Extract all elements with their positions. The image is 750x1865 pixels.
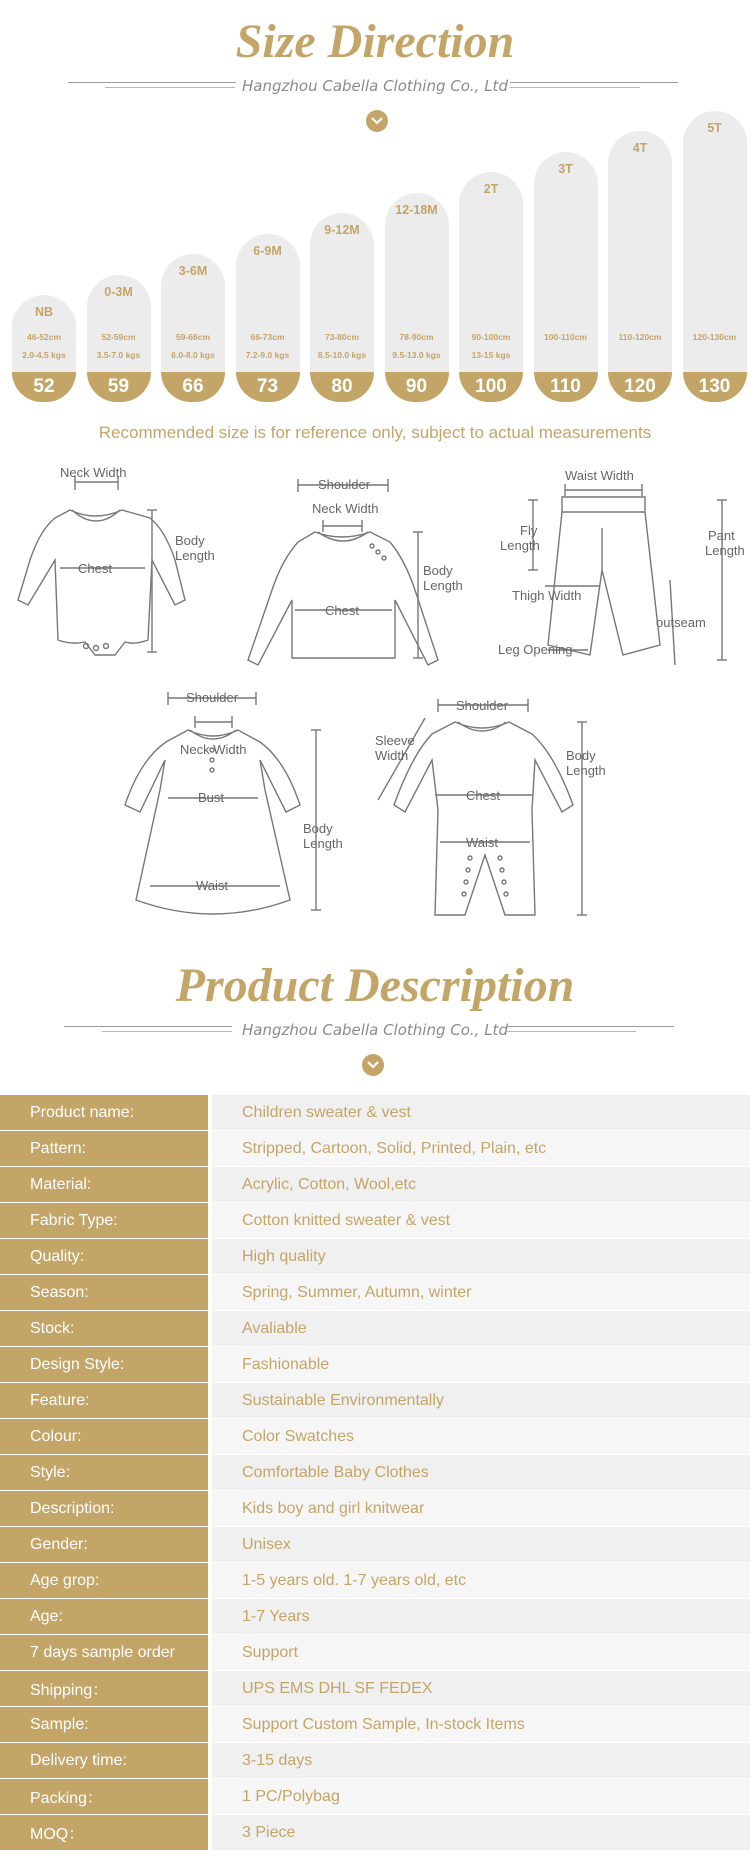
spec-row [0, 1419, 750, 1455]
size-number-badge: 80 [310, 372, 374, 402]
spec-row [0, 1779, 750, 1815]
spec-key: Description: [0, 1491, 208, 1527]
label-chest: Chest [466, 788, 500, 803]
label-chest: Chest [78, 561, 112, 576]
spec-value: 1-7 Years [212, 1599, 750, 1635]
spec-value: Support [212, 1635, 750, 1671]
size-pillar [683, 111, 747, 373]
label-pant: Pant [708, 528, 735, 543]
spec-key: Packing： [0, 1779, 208, 1815]
spec-value: Acrylic, Cotton, Wool,etc [212, 1167, 750, 1203]
size-number-badge: 110 [534, 372, 598, 402]
size-cm-label: 66-73cm [250, 332, 285, 342]
size-number-badge: 59 [87, 372, 151, 402]
spec-value: Unisex [212, 1527, 750, 1563]
divider-line [506, 1031, 636, 1032]
size-age-label: 9-12M [324, 223, 360, 237]
romper-diagram [375, 698, 606, 915]
size-age-label: 5T [707, 120, 722, 135]
spec-value: Avaliable [212, 1311, 750, 1347]
spec-value: UPS EMS DHL SF FEDEX [212, 1671, 750, 1707]
spec-row [0, 1455, 750, 1491]
spec-value: Stripped, Cartoon, Solid, Printed, Plain, etc [212, 1131, 750, 1167]
divider-line [510, 87, 640, 88]
label-thigh-width: Thigh Width [512, 588, 582, 603]
product-spec-table [0, 1095, 750, 1851]
label-neck-width: Neck Width [180, 742, 247, 757]
spec-value: Sustainable Environmentally [212, 1383, 750, 1419]
size-kg-label: 13-15 kgs [471, 350, 511, 360]
spec-value: Color Swatches [212, 1419, 750, 1455]
bodysuit-diagram [18, 465, 215, 655]
size-cm-label: 110-120cm [618, 332, 662, 342]
size-cm-label: 78-90cm [399, 332, 434, 342]
spec-row [0, 1671, 750, 1707]
spec-key: Season: [0, 1275, 208, 1311]
spec-value: Kids boy and girl knitwear [212, 1491, 750, 1527]
spec-key: Pattern: [0, 1131, 208, 1167]
label-body: Body [566, 748, 596, 763]
spec-row [0, 1563, 750, 1599]
spec-row [0, 1743, 750, 1779]
size-number-badge: 73 [236, 372, 300, 402]
size-pillar [12, 295, 76, 372]
spec-row [0, 1095, 750, 1131]
spec-key: 7 days sample order [0, 1635, 208, 1671]
label-length: Length [175, 548, 215, 563]
spec-value: Fashionable [212, 1347, 750, 1383]
spec-key: Delivery time: [0, 1743, 208, 1779]
size-number-badge: 100 [459, 372, 523, 402]
spec-key: Feature: [0, 1383, 208, 1419]
spec-key: Design Style: [0, 1347, 208, 1383]
size-pillar [608, 131, 672, 372]
tshirt-diagram [248, 477, 463, 665]
label-length: Length [500, 538, 540, 553]
size-kg-label: 9.5-13.0 kgs [392, 350, 441, 360]
dress-diagram [125, 690, 343, 914]
spec-key: Age: [0, 1599, 208, 1635]
label-length: Length [566, 763, 606, 778]
size-age-label: 6-9M [253, 243, 282, 258]
spec-row [0, 1599, 750, 1635]
spec-value: Spring, Summer, Autumn, winter [212, 1275, 750, 1311]
size-kg-label: 7.2-9.0 kgs [245, 350, 290, 360]
product-description-subtitle-row [0, 1020, 750, 1040]
size-pillar [459, 172, 523, 372]
size-cm-label: 52-59cm [101, 332, 136, 342]
spec-row [0, 1311, 750, 1347]
spec-row [0, 1635, 750, 1671]
label-shoulder: Shoulder [186, 690, 239, 705]
size-kg-label: 3.5-7.0 kgs [96, 350, 141, 360]
size-number-badge: 120 [608, 372, 672, 402]
spec-value: 3-15 days [212, 1743, 750, 1779]
chevron-down-icon [366, 110, 388, 132]
label-length: Length [303, 836, 343, 851]
spec-key: Material: [0, 1167, 208, 1203]
measurement-diagrams [0, 460, 750, 940]
chevron-down-icon [362, 1054, 384, 1076]
size-number-badge: 52 [12, 372, 76, 402]
size-pillar [534, 152, 598, 373]
spec-key: MOQ： [0, 1815, 208, 1851]
size-age-label: NB [34, 305, 54, 319]
size-pillar [310, 213, 374, 372]
size-age-label: 0-3M [104, 284, 133, 299]
company-subtitle: Hangzhou Cabella Clothing Co., Ltd [242, 1021, 508, 1039]
spec-value: 1-5 years old. 1-7 years old, etc [212, 1563, 750, 1599]
spec-value: Cotton knitted sweater & vest [212, 1203, 750, 1239]
size-age-label: 2T [483, 182, 499, 196]
spec-row [0, 1347, 750, 1383]
size-direction-title: Size Direction [235, 15, 515, 68]
spec-row [0, 1239, 750, 1275]
label-neck-width: Neck Width [60, 465, 127, 480]
spec-row [0, 1275, 750, 1311]
size-pillar [236, 234, 300, 373]
label-outseam: outseam [656, 615, 706, 630]
spec-key: Gender: [0, 1527, 208, 1563]
label-body: Body [423, 563, 453, 578]
spec-value: Support Custom Sample, In-stock Items [212, 1707, 750, 1743]
label-chest: Chest [325, 603, 359, 618]
label-fly: Fly [520, 523, 538, 538]
label-leg-opening: Leg Opening [498, 642, 573, 657]
size-age-label: 3-6M [178, 264, 208, 278]
size-number-badge: 66 [161, 372, 225, 402]
pants-diagram [498, 468, 745, 665]
label-length: Length [705, 543, 745, 558]
spec-key: Stock: [0, 1311, 208, 1347]
label-waist: Waist [196, 878, 229, 893]
label-width: Width [375, 748, 409, 763]
spec-key: Quality: [0, 1239, 208, 1275]
label-sleeve: Sleeve [375, 733, 415, 748]
size-cm-label: 100-110cm [543, 332, 587, 342]
label-length: Length [423, 578, 463, 593]
product-description-title: Product Description [175, 959, 575, 1012]
spec-row [0, 1491, 750, 1527]
size-cm-label: 120-130cm [692, 332, 737, 342]
size-note: Recommended size is for reference only, subject to actual measurements [98, 423, 652, 442]
spec-row [0, 1131, 750, 1167]
spec-row [0, 1383, 750, 1419]
label-bust: Bust [198, 790, 225, 805]
size-kg-label: 2.0-4.5 kgs [22, 350, 66, 360]
size-cm-label: 90-100cm [471, 332, 511, 342]
label-shoulder: Shoulder [318, 477, 371, 492]
size-age-label: 12-18M [395, 202, 438, 217]
size-age-label: 4T [632, 141, 648, 155]
spec-key: Sample: [0, 1707, 208, 1743]
size-pillar [161, 254, 225, 372]
size-cm-label: 73-80cm [324, 332, 360, 342]
spec-key: Fabric Type: [0, 1203, 208, 1239]
spec-row [0, 1167, 750, 1203]
company-subtitle: Hangzhou Cabella Clothing Co., Ltd [242, 77, 508, 95]
spec-row [0, 1527, 750, 1563]
spec-row [0, 1815, 750, 1851]
divider-line [510, 82, 678, 83]
spec-key: Shipping： [0, 1671, 208, 1707]
spec-key: Style: [0, 1455, 208, 1491]
size-cm-label: 46-52cm [26, 332, 62, 342]
size-number-badge: 90 [385, 372, 449, 402]
spec-value: Comfortable Baby Clothes [212, 1455, 750, 1491]
label-waist-width: Waist Width [565, 468, 634, 483]
size-kg-label: 6.0-8.0 kgs [171, 350, 215, 360]
spec-key: Colour: [0, 1419, 208, 1455]
spec-value: Children sweater & vest [212, 1095, 750, 1131]
label-body: Body [303, 821, 333, 836]
spec-value: 1 PC/Polybag [212, 1779, 750, 1815]
label-waist: Waist [466, 835, 499, 850]
size-pillar [385, 193, 449, 373]
size-age-label: 3T [558, 161, 573, 176]
label-body: Body [175, 533, 205, 548]
size-direction-subtitle-row [0, 76, 750, 96]
size-cm-label: 59-66cm [175, 332, 211, 342]
spec-key: Age grop: [0, 1563, 208, 1599]
label-shoulder: Shoulder [456, 698, 509, 713]
size-kg-label: 8.5-10.0 kgs [317, 350, 367, 360]
spec-row [0, 1203, 750, 1239]
spec-value: 3 Piece [212, 1815, 750, 1851]
size-pillar [87, 275, 151, 373]
spec-value: High quality [212, 1239, 750, 1275]
spec-key: Product name: [0, 1095, 208, 1131]
spec-row [0, 1707, 750, 1743]
label-neck-width: Neck Width [312, 501, 379, 516]
divider-line [506, 1026, 674, 1027]
size-number-badge: 130 [683, 372, 747, 402]
